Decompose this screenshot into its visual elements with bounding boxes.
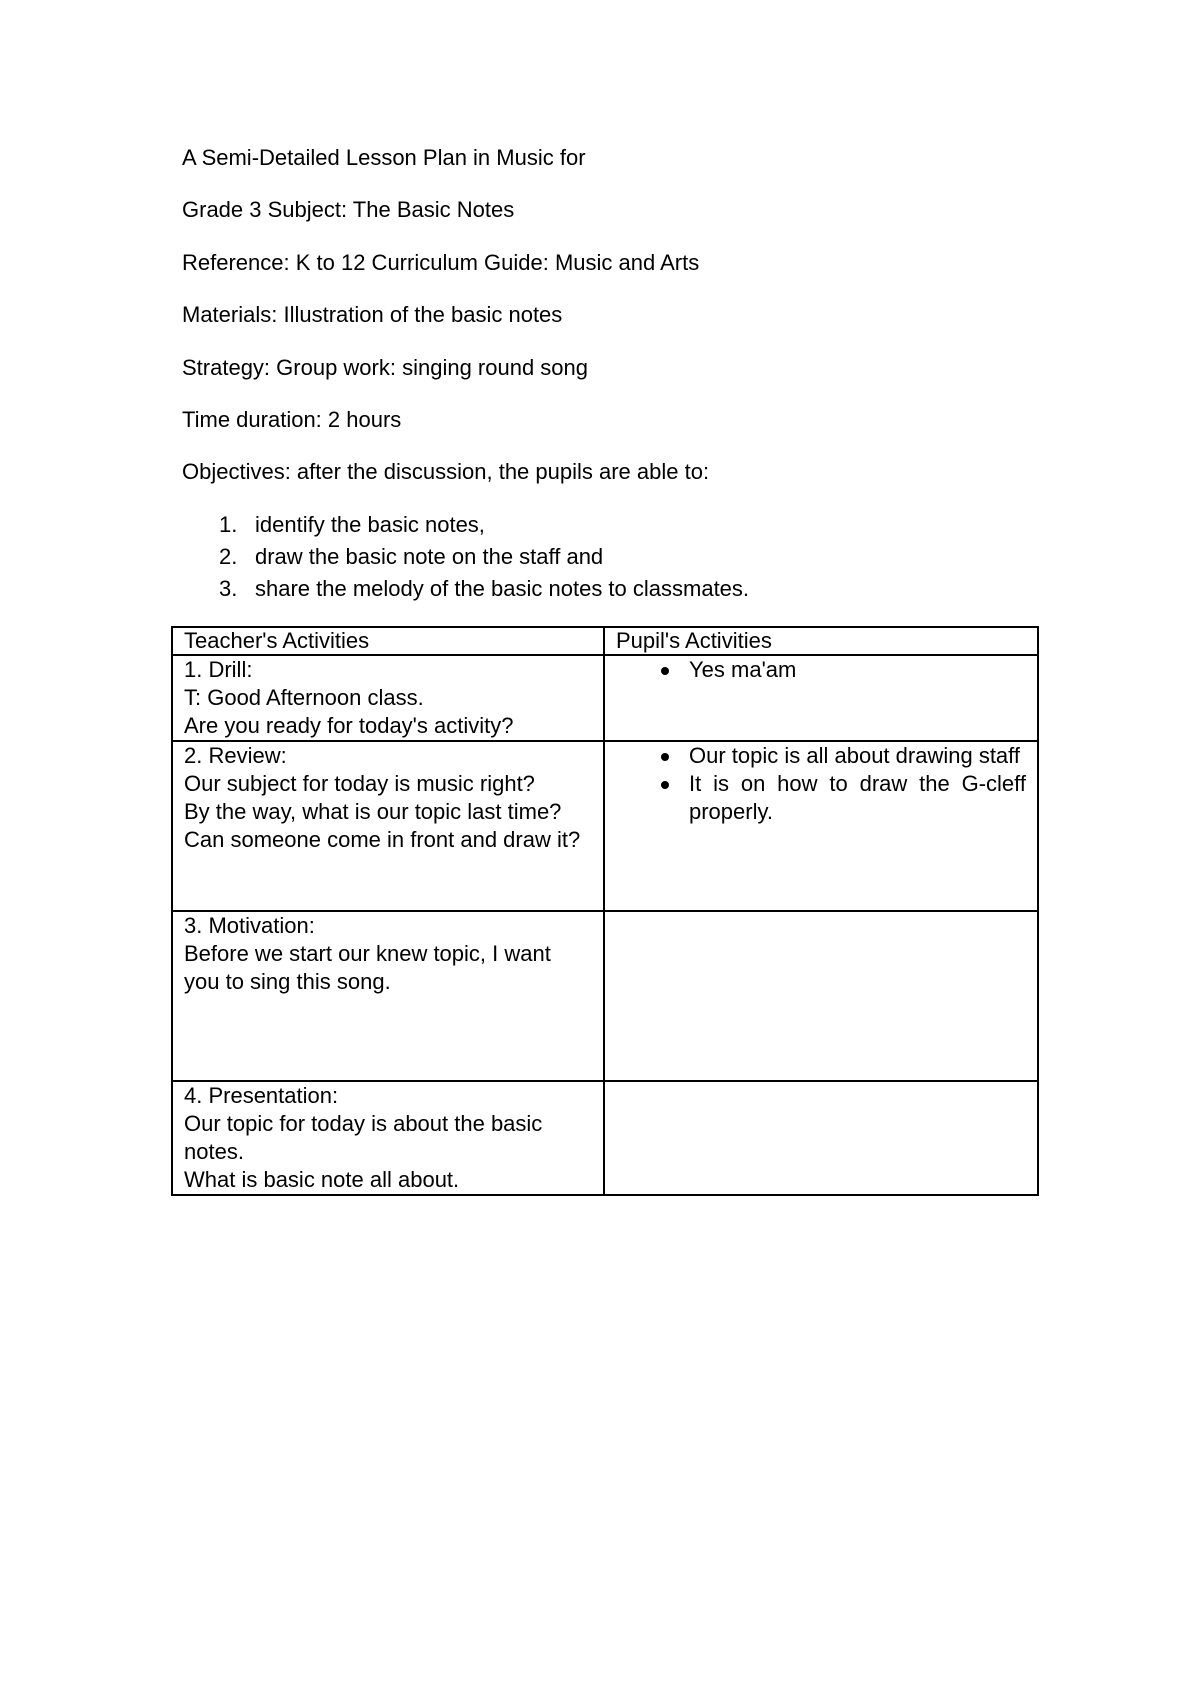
pupil-response: It is on how to draw the G-cleff properly. [689,771,1026,824]
step-heading: 4. Presentation: [184,1083,339,1108]
pupil-activities-header: Pupil's Activities [604,627,1038,655]
teacher-line: Are you ready for today's activity? [184,713,514,738]
objective-text: share the melody of the basic notes to classmates. [255,576,750,601]
step-heading: 2. Review: [184,743,287,768]
strategy: Strategy: Group work: singing round song [182,355,589,380]
pupil-responses [616,742,1026,826]
pupil-cell [604,911,1038,1081]
bullet-icon [661,781,669,789]
step-heading: 1. Drill: [184,657,253,682]
list-item [616,656,1026,684]
teacher-line: What is basic note all about. [184,1167,460,1192]
teacher-cell [172,741,604,911]
objectives-list [182,509,749,605]
list-item [616,742,1026,770]
pupil-responses [616,656,1026,684]
teacher-line: Our topic for today is about the basic notes. [184,1111,543,1164]
table-row [172,911,1038,1081]
table-row [172,655,1038,741]
list-number: 1. [219,512,238,537]
table-header-row [172,627,1038,655]
pupil-response: Our topic is all about drawing staff [689,743,1020,768]
pupil-cell [604,655,1038,741]
activities-table [171,626,1039,1196]
table-row [172,1081,1038,1195]
table-row [172,741,1038,911]
bullet-icon [661,667,669,675]
time-duration: Time duration: 2 hours [182,407,402,432]
teacher-cell [172,911,604,1081]
grade-subject: Grade 3 Subject: The Basic Notes [182,197,515,222]
teacher-line: Can someone come in front and draw it? [184,827,581,852]
teacher-activities-header: Teacher's Activities [172,627,604,655]
list-item [182,509,749,541]
materials: Materials: Illustration of the basic notes [182,302,563,327]
list-item [182,573,749,605]
pupil-cell [604,1081,1038,1195]
teacher-line: Our subject for today is music right? [184,771,535,796]
list-item [182,541,749,573]
teacher-line: Before we start our knew topic, I want you to sing this song. [184,941,551,994]
teacher-cell [172,1081,604,1195]
step-heading: 3. Motivation: [184,913,315,938]
teacher-line: By the way, what is our topic last time? [184,799,562,824]
reference: Reference: K to 12 Curriculum Guide: Music and Arts [182,250,700,275]
list-number: 2. [219,544,238,569]
bullet-icon [661,753,669,761]
objective-text: identify the basic notes, [255,512,485,537]
pupil-cell [604,741,1038,911]
lesson-plan-title: A Semi-Detailed Lesson Plan in Music for [182,145,586,170]
teacher-line: T: Good Afternoon class. [184,685,424,710]
list-item [616,770,1026,826]
objective-text: draw the basic note on the staff and [255,544,604,569]
teacher-cell [172,655,604,741]
pupil-response: Yes ma'am [689,657,797,682]
list-number: 3. [219,576,238,601]
objectives-intro: Objectives: after the discussion, the pupils are able to: [182,459,710,484]
